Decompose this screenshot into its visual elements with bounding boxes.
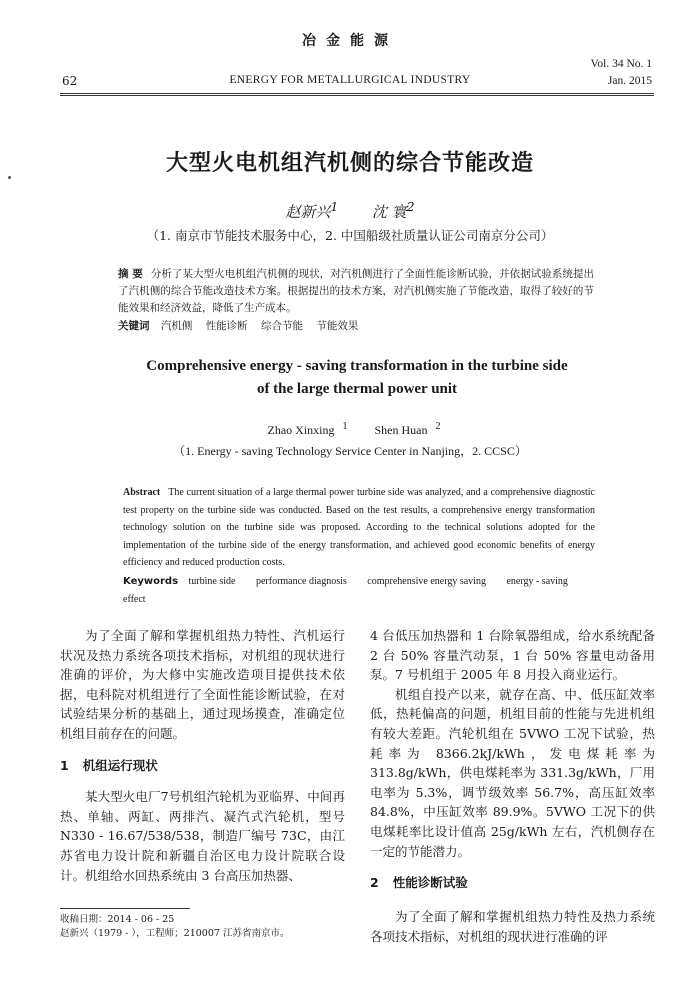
footnote-rule <box>60 908 190 909</box>
body-column-left <box>60 626 345 885</box>
abstract-cn <box>118 266 594 317</box>
abstract-en-label: Abstract <box>123 487 161 498</box>
section-heading-2: 2 性能诊断试验 <box>370 875 468 891</box>
authors-en <box>0 421 700 438</box>
footnote <box>60 913 289 941</box>
keyword-cn: 汽机侧 <box>160 320 193 332</box>
keyword-cn: 节能效果 <box>316 320 359 332</box>
keyword-cn: 性能诊断 <box>205 320 248 332</box>
journal-title-cn: 冶金能源 <box>302 33 398 49</box>
header-rule <box>60 93 654 94</box>
status-paragraph: 机组自投产以来，就存在高、中、低压缸效率低，热耗偏高的问题，机组目前的性能与先进机组有较大差距。汽轮机组在 5VWO 工况下试验，热耗率为 8366.2kJ/kWh，发电煤耗率为 313.8g/kWh，供电煤耗率为 331.3g/kWh，厂用电率为 5.3%，调节级效率 56.7%，高压缸效率 84.8%，中压缸效率 89.9%。5VWO 工况下的供电煤耗率比设计值高 25g/kWh 左右，汽机侧存在一定的节能潜力。 <box>370 686 655 859</box>
affiliation-en: （1. Energy - saving Technology Service Center in Nanjing，2. CCSC） <box>173 444 527 458</box>
paper-title-en-line1: Comprehensive energy - saving transformation in the turbine side <box>146 358 568 374</box>
author-cn-2: 沈 寰$^2$ <box>371 199 415 221</box>
author-en-1: Zhao Xinxing $^1$ <box>267 421 348 437</box>
affiliation-cn: （1. 南京市节能技术服务中心，2. 中国船级社质量认证公司南京分公司） <box>146 228 554 243</box>
section2-paragraph: 为了全面了解和掌握机组热力特性及热力系统各项技术指标，对机组的现状进行准确的评 <box>370 909 655 944</box>
keywords-en-label: Keywords <box>123 576 179 587</box>
header-rule-secondary <box>60 95 654 96</box>
keywords-cn-label: 关键词 <box>118 320 150 332</box>
author-bio: 赵新兴（1979 - ），工程师；210007 江苏省南京市。 <box>60 928 290 939</box>
body-column-right <box>370 626 655 905</box>
keyword-en: performance diagnosis <box>255 576 347 587</box>
journal-title-en: ENERGY FOR METALLURGICAL INDUSTRY <box>229 74 471 86</box>
section-heading-1: 1 机组运行现状 <box>60 757 158 773</box>
paper-title-cn: 大型火电机组汽机侧的综合节能改造 <box>165 151 534 176</box>
authors-cn <box>0 199 700 222</box>
paper-title-en-line2: of the large thermal power unit <box>256 381 458 397</box>
section1-paragraph: 某大型火电厂7号机组汽轮机为亚临界、中间再热、单轴、两缸、两排汽、凝汽式汽轮机，型号 N330 - 16.67/538/538，制造厂编号 73C，由江苏省电力设计院和新疆自治区电力设计院联合设计。机组给水回热系统由 3 台高压加热器、 <box>60 789 345 883</box>
continued-paragraph: 4 台低压加热器和 1 台除氧器组成，给水系统配备 2 台 50% 容量汽动泵，1 台 50% 容量电动备用泵。7 号机组于 2005 年 8 月投入商业运行。 <box>370 628 655 683</box>
received-date: 收稿日期：2014 - 06 - 25 <box>60 914 175 925</box>
volume-issue: Vol. 34 No. 1 <box>590 58 652 70</box>
keywords-en <box>123 573 595 608</box>
abstract-en-text: The current situation of a large thermal power turbine side was analyzed, and a comprehensive diagnostic test property on the turbine side was conducted. Based on the test results, a comprehensive energy transformation technology solution on the turbine side was proposed. According to the technical solutions adopted for the implementation of the turbine side of the energy transformation, and achieved good economic benefits of energy efficiency and reduced production costs. <box>123 487 595 568</box>
author-cn-1: 赵新兴$^1$ <box>285 199 339 221</box>
abstract-en <box>123 484 595 572</box>
author-en-2: Shen Huan $^2$ <box>374 421 441 437</box>
page-number: 62 <box>62 74 78 88</box>
keyword-cn: 综合节能 <box>261 320 304 332</box>
keyword-en: comprehensive energy saving <box>367 576 486 587</box>
section2-text <box>370 907 655 946</box>
intro-paragraph: 为了全面了解和掌握机组热力特性、汽机运行状况及热力系统各项技术指标，对机组的现状进行准确的评价，为大修中实施改造项目提供技术依据，电科院对机组进行了全面性能诊断试验，在对试验结果分析的基础上，通过现场摸查，准确定位机组目前存在的问题。 <box>60 628 345 741</box>
keyword-en: energy - saving effect <box>123 576 568 605</box>
keywords-cn <box>118 318 594 333</box>
abstract-cn-label: 摘 要 <box>118 268 143 280</box>
issue-date: Jan. 2015 <box>607 75 652 87</box>
paper-title-en <box>60 355 654 401</box>
keyword-en: turbine side <box>188 576 236 587</box>
abstract-cn-text: 分析了某大型火电机组汽机侧的现状，对汽机侧进行了全面性能诊断试验，并依据试验系统提出了汽机侧的综合节能改造技术方案。根据提出的技术方案，对汽机侧实施了节能改造，取得了较好的节能效果和经济效益，降低了生产成本。 <box>118 268 595 314</box>
